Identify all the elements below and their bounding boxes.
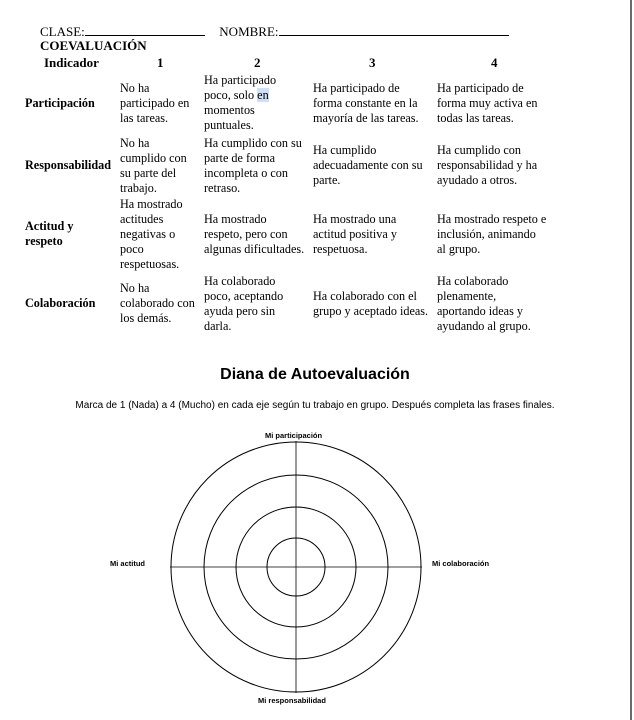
indicator-participacion: Participación (25, 96, 95, 110)
table-cell: Ha participado poco, solo en momentos puntuales. (204, 73, 277, 132)
col-header-indicador: Indicador (44, 55, 99, 70)
table-cell: Ha mostrado respeto e inclusión, animando al grupo. (437, 212, 547, 256)
table-cell: Ha cumplido con responsabilidad y ha ayudado a otros. (437, 143, 538, 187)
table-cell: Ha colaborado con el grupo y aceptado ideas. (313, 289, 429, 318)
clase-field[interactable] (85, 34, 205, 36)
axis-label-left: Mi actitud (110, 559, 145, 568)
table-cell: Ha mostrado una actitud positiva y respetuosa. (313, 212, 397, 256)
table-cell: Ha participado de forma muy activa en todas las tareas. (437, 81, 538, 125)
col-header-1: 1 (157, 55, 164, 70)
axis-label-bottom: Mi responsabilidad (258, 696, 326, 705)
table-cell: Ha mostrado respeto, pero con algunas dificultades. (204, 212, 305, 256)
indicator-responsabilidad: Responsabilidad (25, 158, 112, 172)
axis-label-top: Mi participación (265, 431, 323, 440)
table-cell: Ha mostrado actitudes negativas o poco respetuosas. (120, 197, 183, 271)
table-cell: Ha cumplido adecuadamente con su parte. (313, 143, 423, 187)
clase-label: CLASE: (40, 24, 85, 39)
diana-instructions: Marca de 1 (Nada) a 4 (Mucho) en cada eje según tu trabajo en grupo. Después completa las frases finales. (75, 400, 555, 411)
table-cell: Ha cumplido con su parte de forma incompleta o con retraso. (204, 136, 302, 195)
table-cell: No ha cumplido con su parte del trabajo. (120, 136, 187, 195)
table-cell: No ha colaborado con los demás. (120, 281, 195, 325)
table-cell: Ha colaborado poco, aceptando ayuda pero sin darla. (204, 274, 284, 333)
table-cell: Ha colaborado plenamente, aportando ideas y ayudando al grupo. (437, 274, 531, 333)
coevaluacion-title: COEVALUACIÓN (40, 38, 147, 53)
indicator-colaboracion: Colaboración (25, 296, 96, 310)
col-header-4: 4 (491, 55, 498, 70)
target-diagram[interactable] (170, 441, 422, 693)
highlighted-word: en (257, 88, 269, 102)
indicator-actitud-respeto: Actitud y respeto (25, 219, 74, 248)
nombre-field[interactable] (279, 34, 509, 36)
nombre-label: NOMBRE: (219, 24, 279, 39)
diana-title: Diana de Autoevaluación (220, 366, 410, 383)
table-cell: Ha participado de forma constante en la mayoría de las tareas. (313, 81, 419, 125)
axis-label-right: Mi colaboración (432, 559, 490, 568)
col-header-2: 2 (254, 55, 261, 70)
table-cell: No ha participado en las tareas. (120, 81, 190, 125)
col-header-3: 3 (369, 55, 376, 70)
page-border (630, 0, 632, 720)
